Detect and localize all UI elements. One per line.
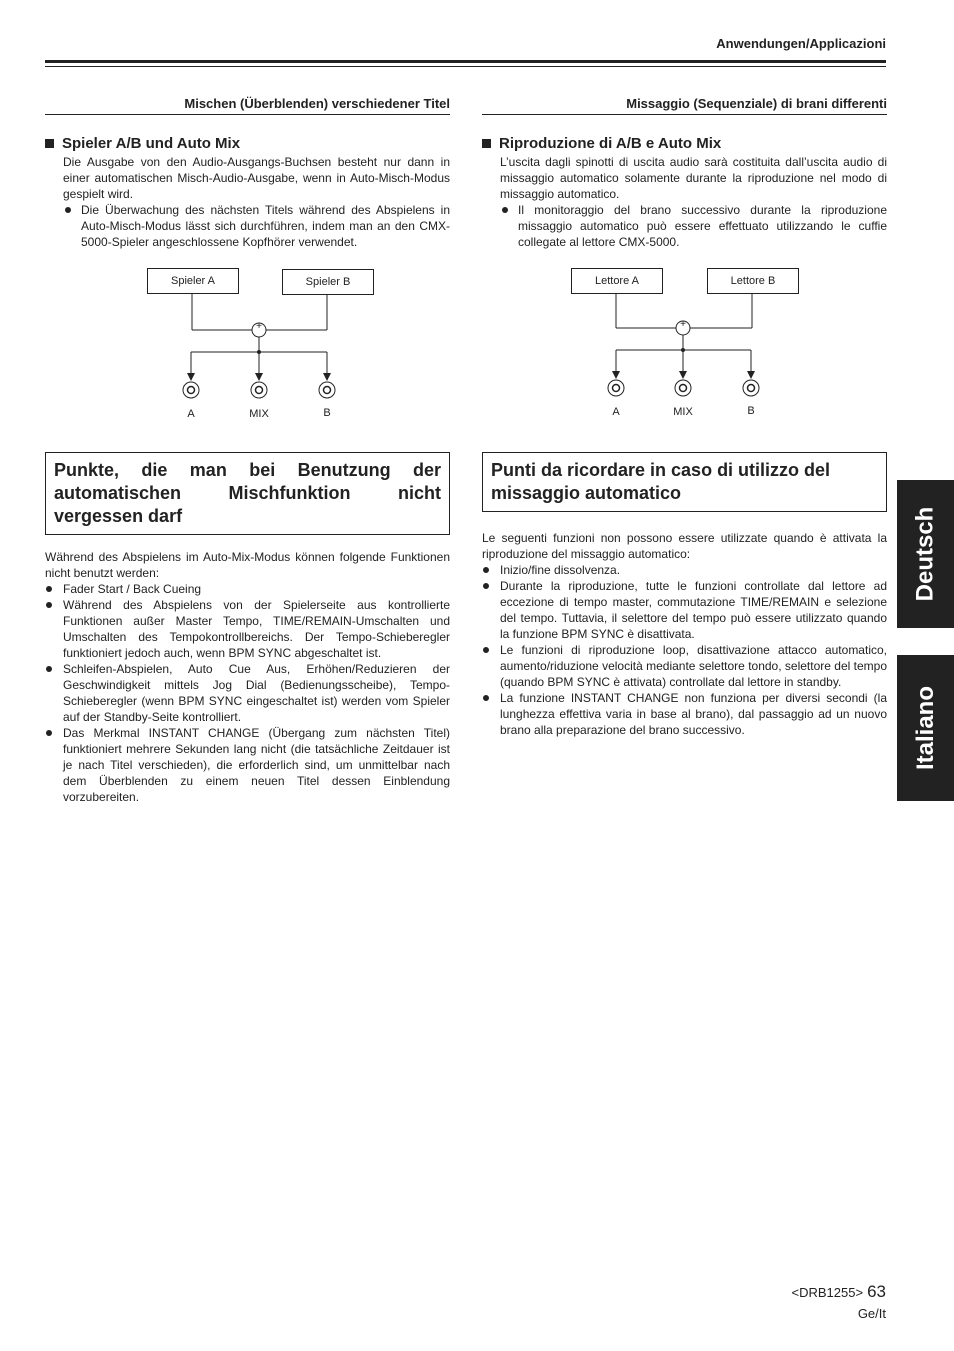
list-item-text: Das Merkmal INSTANT CHANGE (Übergang zum nächsten Titel) funktioniert mehrere Sekunden lang nicht (die tatsächliche Zeitdauer ist je nach Titel verschieden), die erforderlich sind, um unmittelbar nach dem Überblenden zu einem neuen Titel dessen Einblendung vorzubereiten. [63, 726, 450, 804]
header-rule-thick [45, 60, 886, 63]
left-section-heading: Mischen (Überblenden) verschiedener Titel [45, 96, 450, 115]
page-number: 63 [867, 1282, 886, 1301]
left-paragraph: Die Ausgabe von den Audio-Ausgangs-Buchsen besteht nur dann in einer automatischen Misch-Audio-Ausgabe, wenn in Auto-Misch-Modus gespielt wird. [63, 155, 450, 201]
tab-italiano [897, 655, 954, 801]
list-item-text: Inizio/fine dissolvenza. [500, 563, 621, 577]
right-column [482, 96, 887, 458]
list-item-text: Während des Abspielens von der Spielerseite aus kontrollierte Funktionen außer Master Tempo, TIME/REMAIN-Umschalten und Umschalten des Tempokontrollbereichs. Der Tempo-Schieberegler funktioniert jedoch auch, wenn BPM SYNC abgeschaltet ist. [63, 598, 450, 660]
left-notes-section [45, 452, 450, 805]
output-mix-label: MIX [249, 408, 269, 420]
left-diagram-lines [45, 268, 450, 458]
bullet-dot-icon [46, 602, 52, 608]
bullet-dot-icon [483, 583, 489, 589]
left-bullet-text: Die Überwachung des nächsten Titels während des Abspielens in Auto-Misch-Modus lässt sich durchführen, indem man an den CMX-5000-Spieler angeschlossene Kopfhörer verwendet. [81, 203, 450, 249]
list-item [45, 581, 450, 597]
right-notes-section [482, 452, 887, 738]
bullet-dot-icon [46, 730, 52, 736]
list-item [482, 578, 887, 642]
left-mix-diagram [45, 268, 450, 458]
output-a-label: A [612, 406, 620, 418]
list-item-text: Le funzioni di riproduzione loop, disattivazione attacco automatico, aumento/riduzione velocità mediante selettore tondo, selettore del tempo (quando BPM SYNC è attivata) controllate dal lettore in standby. [500, 643, 887, 689]
tab-deutsch [897, 480, 954, 628]
bullet-dot-icon [483, 647, 489, 653]
right-section-heading: Missaggio (Sequenziale) di brani differenti [482, 96, 887, 115]
footer-doc-code [792, 1282, 886, 1302]
list-item [482, 690, 887, 738]
list-item-text: La funzione INSTANT CHANGE non funziona per diversi secondi (la lunghezza effettiva varia in base al brano), dal passaggio ad un nuovo brano alla preparazione del brano successivo. [500, 691, 887, 737]
bullet-dot-icon [46, 586, 52, 592]
tab-italiano-label: Italiano [911, 685, 939, 771]
spieler-b-box: Spieler B [282, 269, 374, 295]
header-rule-thin [45, 66, 886, 67]
right-sub-heading [482, 135, 887, 152]
list-item-text: Durante la riproduzione, tutte le funzioni controllate dal lettore ad eccezione di tempo master, commutazione TIME/REMAIN e selezione del tempo. Tuttavia, il selettore del tempo può essere utilizzato quando la funzione BPM SYNC è disattivata. [500, 579, 887, 641]
right-intro: Le seguenti funzioni non possono essere utilizzate quando è attivata la riproduzione del missaggio automatico: [482, 531, 887, 561]
plus-label: + [256, 321, 262, 332]
bullet-dot-icon [483, 567, 489, 573]
left-sub-heading [45, 135, 450, 152]
left-column [45, 96, 450, 458]
list-item-text: Fader Start / Back Cueing [63, 582, 202, 596]
list-item [482, 642, 887, 690]
bullet-dot-icon [46, 666, 52, 672]
output-a-label: A [187, 408, 195, 420]
output-b-label: B [747, 405, 755, 417]
footer-language: Ge/It [857, 1306, 886, 1321]
footer-code-text: <DRB1255> [791, 1285, 864, 1300]
plus-label: + [680, 319, 686, 330]
left-intro: Während des Abspielens im Auto-Mix-Modus können folgende Funktionen nicht benutzt werden: [45, 550, 450, 580]
left-sub-heading-text: Spieler A/B und Auto Mix [62, 135, 241, 152]
tab-deutsch-label: Deutsch [911, 506, 939, 602]
list-item [482, 562, 887, 578]
right-sub-heading-text: Riproduzione di A/B e Auto Mix [499, 135, 722, 152]
right-paragraph: L’uscita dagli spinotti di uscita audio sarà costituita dall’uscita audio di missaggio automatico solamente durante la riproduzione nel modo di missaggio automatico. [500, 155, 887, 201]
list-item [45, 597, 450, 661]
bullet-dot-icon [65, 207, 71, 213]
page-header-title: Anwendungen/Applicazioni [716, 36, 886, 51]
list-item-text: Schleifen-Abspielen, Auto Cue Aus, Erhöhen/Reduzieren der Geschwindigkeit mittels Jog Dial (Bedienungsscheibe), Tempo-Schieberegler (wenn BPM SYNC eingeschaltet ist) werden vom Spieler auf der Standby-Seite kontrolliert. [63, 662, 450, 724]
bullet-dot-icon [502, 207, 508, 213]
right-box-title: Punti da ricordare in caso di utilizzo del missaggio automatico [482, 452, 887, 512]
list-item [45, 661, 450, 725]
list-item [45, 725, 450, 805]
left-bullet [63, 202, 450, 250]
right-mix-diagram [482, 268, 887, 458]
bullet-dot-icon [483, 695, 489, 701]
square-bullet-icon [45, 139, 54, 148]
spieler-a-box: Spieler A [147, 268, 239, 294]
left-box-title: Punkte, die man bei Benutzung der automatischen Mischfunktion nicht vergessen darf [45, 452, 450, 535]
lettore-a-box: Lettore A [571, 268, 663, 294]
right-bullet [500, 202, 887, 250]
lettore-b-box: Lettore B [707, 268, 799, 294]
square-bullet-icon [482, 139, 491, 148]
output-b-label: B [323, 407, 331, 419]
right-diagram-lines [482, 268, 887, 458]
right-bullet-text: Il monitoraggio del brano successivo durante la riproduzione missaggio automatico può essere effettuato utilizzando le cuffie collegate al lettore CMX-5000. [518, 203, 887, 249]
output-mix-label: MIX [673, 406, 693, 418]
